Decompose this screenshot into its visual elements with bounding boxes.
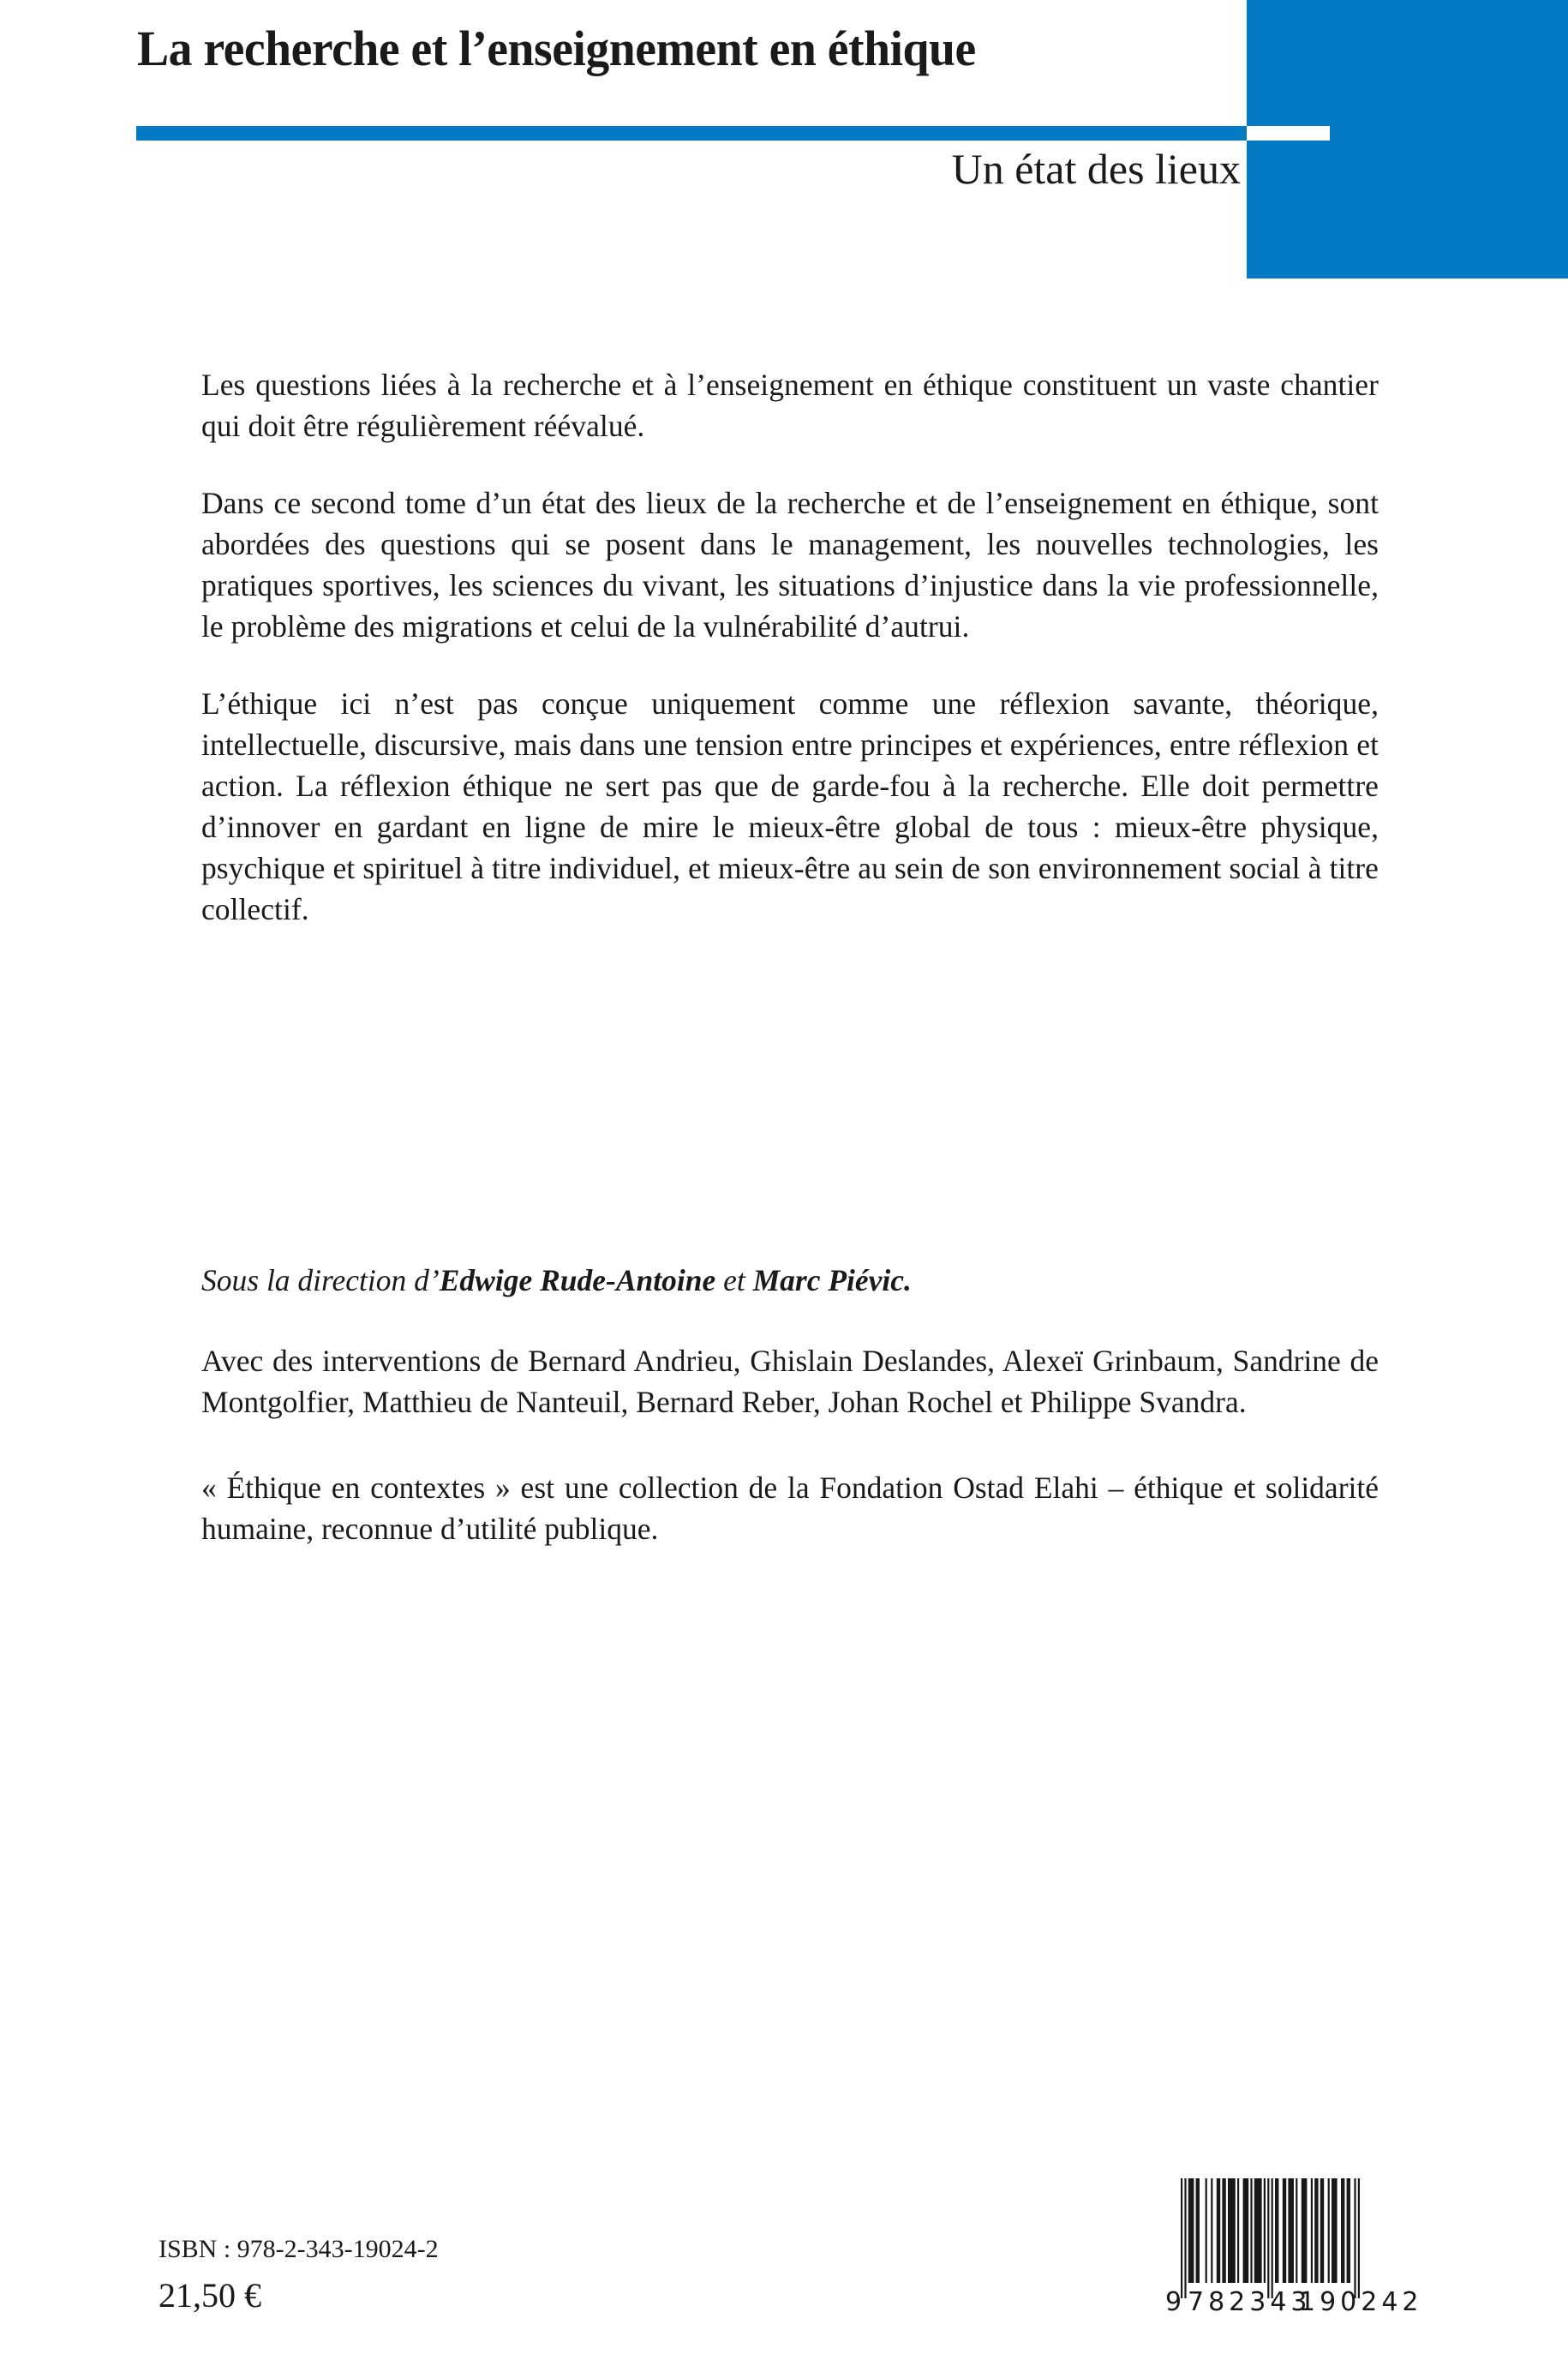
credits-section <box>201 1260 1379 1549</box>
barcode-digits-left-group: 782343 <box>1188 2287 1312 2317</box>
collection-description: « Éthique en contextes » est une collection de la Fondation Ostad Elahi – éthique et solidarité humaine, reconnue d’utilité publique. <box>201 1471 1379 1546</box>
title-underline-rule <box>136 126 1247 141</box>
editors-line <box>201 1260 1379 1301</box>
page-title: La recherche et l’enseignement en éthique <box>137 21 976 76</box>
blurb-paragraph: Dans ce second tome d’un état des lieux de la recherche et de l’enseignement en éthique, sont abordées des questions qui se posent dans le management, les nouvelles technologies, les pratiques sportives, les sciences du vivant, les situations d’injustice dans la vie professionnelle, le problème des migrations et celui de la vulnérabilité d’autrui. <box>201 486 1379 644</box>
contributors-list: Avec des interventions de Bernard Andrieu, Ghislain Deslandes, Alexeï Grinbaum, Sandrine de Montgolfier, Matthieu de Nanteuil, Bernard Reber, Johan Rochel et Philippe Svandra. <box>201 1344 1379 1419</box>
blurb-paragraph: Les questions liées à la recherche et à l’enseignement en éthique constituent un vaste chantier qui doit être régulièrement réévalué. <box>201 368 1379 443</box>
editors-conjunction: et <box>715 1263 753 1297</box>
page-subtitle: Un état des lieux <box>951 145 1241 193</box>
editor-name-two: Marc Piévic. <box>752 1263 912 1297</box>
title-rule-notch <box>1247 126 1330 141</box>
blurb-paragraph: L’éthique ici n’est pas conçue uniquement comme une réflexion savante, théorique, intellectuelle, discursive, mais dans une tension entre principes et expériences, entre réflexion et action. La réflexion éthique ne sert pas que de garde-fou à la recherche. Elle doit permettre d’innover en gardant en ligne de mire le mieux-être global de tous : mieux-être physique, psychique et spirituel à titre individuel, et mieux-être au sein de son environnement social à titre collectif. <box>201 686 1379 926</box>
blurb-text <box>201 364 1379 930</box>
editor-name-one: Edwige Rude-Antoine <box>439 1263 716 1297</box>
barcode-digits-right-group: 190242 <box>1299 2287 1423 2317</box>
cover-header <box>0 0 1568 291</box>
price-label: 21,50 € <box>159 2276 261 2315</box>
isbn-label: ISBN : 978-2-343-19024-2 <box>159 2235 439 2263</box>
barcode-digit-left: 9 <box>1165 2287 1182 2317</box>
editors-lead-in: Sous la direction d’ <box>201 1263 440 1297</box>
barcode-icon <box>1155 2168 1426 2318</box>
ean13-barcode <box>1155 2168 1426 2318</box>
